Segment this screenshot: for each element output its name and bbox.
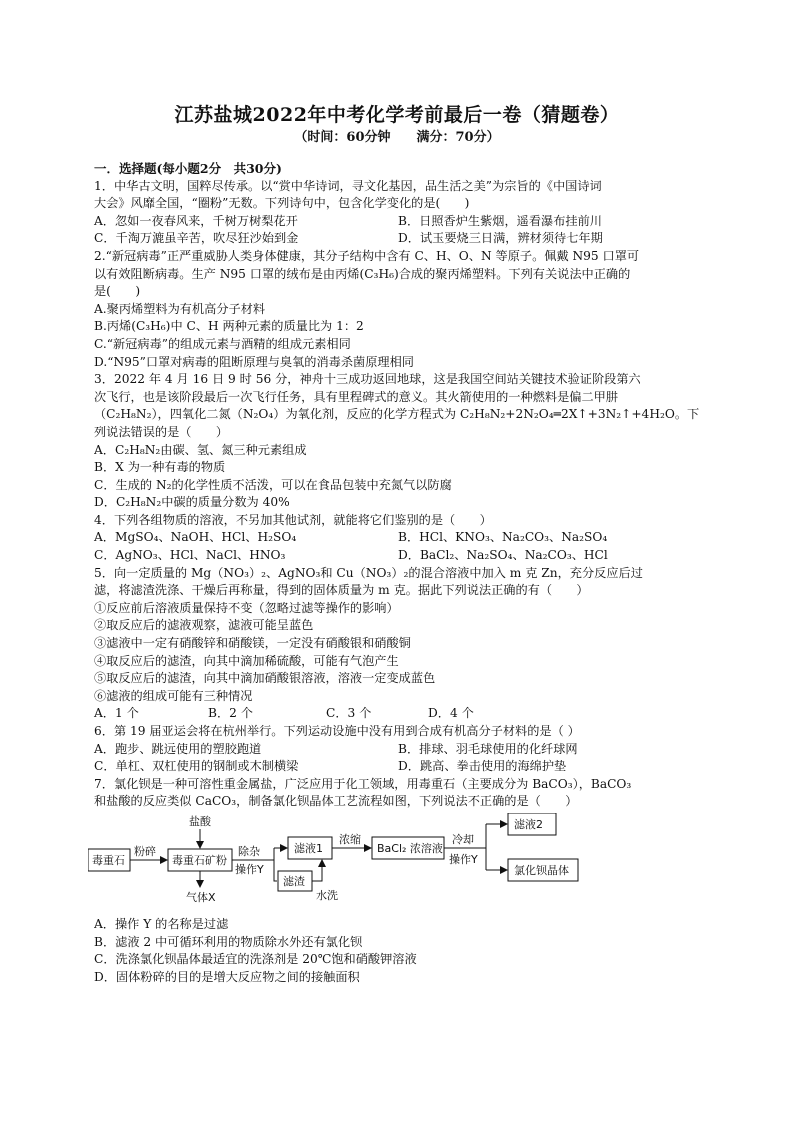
- q1-option-a: A．忽如一夜春风来，千树万树梨花开: [94, 213, 298, 228]
- label-crystal: 氯化钡晶体: [514, 863, 569, 877]
- line-split: [274, 848, 277, 881]
- label-bacl2-solution: BaCl₂ 浓溶液: [377, 841, 443, 855]
- q1-option-c: C．千淘万漉虽辛苦，吹尽狂沙始到金: [94, 231, 299, 246]
- label-filtrate-2: 滤液2: [514, 817, 543, 831]
- q1-option-b: B．日照香炉生紫烟，遥看瀑布挂前川: [398, 213, 602, 228]
- q1-options: [94, 213, 702, 231]
- question-content: [94, 160, 702, 986]
- q5-option-a: A．1 个: [94, 706, 139, 721]
- q5-stem-line: 滤，将滤渣洗涤、干燥后再称量，得到的固体质量为 m 克。据此下列说法正确的有（ ）: [94, 583, 589, 598]
- q4-options: [94, 529, 702, 547]
- label-op-y-2: 操作Y: [449, 852, 478, 866]
- q3-option-c: C．生成的 N₂的化学性质不活泼，可以在食品包装中充氮气以防腐: [94, 477, 452, 492]
- q1-stem-line: 大会》风靡全国，“圈粉”无数。下列诗句中，包含化学变化的是( ): [94, 196, 470, 211]
- label-ore-powder: 毒重石矿粉: [172, 853, 227, 867]
- q4-stem-line: 4．下列各组物质的溶液，不另加其他试剂，就能将它们鉴别的是（ ）: [94, 512, 492, 527]
- q6-options: [94, 758, 702, 776]
- q5-options: [94, 705, 702, 723]
- label-gas-x: 气体X: [186, 890, 216, 904]
- exam-title: 江苏盐城2022年中考化学考前最后一卷（猜题卷）: [174, 104, 620, 126]
- q2-option-b: B.丙烯(C₃H₆)中 C、H 两种元素的质量比为 1：2: [94, 319, 364, 334]
- q6-options: [94, 741, 702, 759]
- q7-option-c: C．洗涤氯化钡晶体最适宜的洗涤剂是 20℃饱和硝酸钾溶液: [94, 952, 417, 967]
- exam-subtitle: （时间：60分钟 满分：70分）: [294, 130, 500, 145]
- q3-stem-line: 次飞行，也是该阶段最后一次飞行任务，具有里程碑式的意义。其火箭使用的一种燃料是偏二甲肼: [94, 389, 619, 404]
- q1-stem-line: 1．中华古文明，国粹尽传承。以“赏中华诗词，寻文化基因，品生活之美”为宗旨的《中国诗词: [94, 178, 602, 193]
- q5-statement: ⑤取反应后的滤渣，向其中滴加硝酸银溶液，溶液一定变成蓝色: [94, 671, 436, 686]
- q2-option-a: A.聚丙烯塑料为有机高分子材料: [94, 301, 266, 316]
- q5-statement: ②取反应后的滤液观察，滤液可能呈蓝色: [94, 618, 314, 633]
- label-acid: 盐酸: [189, 814, 211, 828]
- q1-option-d: D．试玉要烧三日满，辨材须待七年期: [398, 231, 603, 246]
- q5-stem-line: 5．向一定质量的 Mg（NO₃）₂、AgNO₃和 Cu（NO₃）₂的混合溶液中加入 m 克 Zn，充分反应后过: [94, 565, 643, 580]
- q2-option-c: C.“新冠病毒”的组成元素与酒精的组成元素相同: [94, 336, 351, 351]
- q2-stem-line: 以有效阻断病毒。生产 N95 口罩的绒布是由丙烯(C₃H₆)合成的聚丙烯塑料。下列有关说法中正确的: [94, 266, 631, 281]
- q4-option-d: D．BaCl₂、Na₂SO₄、Na₂CO₃、HCl: [398, 548, 608, 563]
- section-heading: 一．选择题(每小题2分 共30分): [94, 161, 282, 176]
- q5-statement: ①反应前后溶液质量保持不变（忽略过滤等操作的影响）: [94, 600, 399, 615]
- q5-option-c: C．3 个: [326, 706, 372, 721]
- label-cool: 冷却: [452, 832, 474, 846]
- q2-option-d: D.“N95”口罩对病毒的阻断原理与臭氧的消毒杀菌原理相同: [94, 354, 414, 369]
- arrow-wash: [312, 860, 322, 881]
- q5-option-d: D．4 个: [428, 706, 474, 721]
- label-op-y-1: 操作Y: [235, 862, 264, 876]
- q7-stem-line: 7．氯化钡是一种可溶性重金属盐，广泛应用于化工领域，用毒重石（主要成分为 BaCO₃），BaCO₃: [94, 776, 632, 791]
- q5-statement: ④取反应后的滤渣，向其中滴加稀硫酸，可能有气泡产生: [94, 653, 399, 668]
- q6-option-a: A．跑步、跳远使用的塑胶跑道: [94, 741, 262, 756]
- q5-option-b: B．2 个: [208, 706, 253, 721]
- q3-option-d: D．C₂H₈N₂中碳的质量分数为 40%: [94, 495, 290, 510]
- q4-options: [94, 547, 702, 565]
- label-raw-ore: 毒重石: [92, 853, 125, 867]
- q6-stem-line: 6．第 19 届亚运会将在杭州举行。下列运动设施中没有用到合成有机高分子材料的是（ ）: [94, 724, 580, 738]
- q5-statement: ③滤液中一定有硝酸锌和硝酸镁，一定没有硝酸银和硝酸铜: [94, 636, 411, 651]
- q3-option-b: B．X 为一种有毒的物质: [94, 460, 226, 475]
- q7-option-d: D．固体粉碎的目的是增大反应物之间的接触面积: [94, 969, 360, 984]
- q7-stem-line: 和盐酸的反应类似 CaCO₃，制备氯化钡晶体工艺流程如图，下列说法不正确的是（ ）: [94, 794, 578, 809]
- label-wash: 水洗: [316, 888, 338, 902]
- q2-stem-line: 2.“新冠病毒”正严重威胁人类身体健康，其分子结构中含有 C、H、O、N 等原子。佩戴 N95 口罩可: [94, 248, 640, 263]
- q3-stem-line: 3．2022 年 4 月 16 日 9 时 56 分，神舟十三成功返回地球，这是我国空间站关键技术验证阶段第六: [94, 372, 641, 387]
- q5-statement: ⑥滤液的组成可能有三种情况: [94, 688, 253, 703]
- label-residue: 滤渣: [283, 874, 305, 888]
- q7-option-b: B．滤液 2 中可循环利用的物质除水外还有氯化钡: [94, 934, 363, 949]
- flow-chart-svg: [88, 813, 708, 916]
- label-remove: 除杂: [238, 844, 260, 858]
- q6-option-d: D．跳高、拳击使用的海绵护垫: [398, 759, 567, 774]
- q7-option-a: A．操作 Y 的名称是过滤: [94, 916, 229, 931]
- q6-option-b: B．排球、羽毛球使用的化纤球网: [398, 741, 578, 756]
- label-crush: 粉碎: [134, 844, 156, 858]
- label-concentrate: 浓缩: [339, 832, 361, 846]
- q1-options: [94, 230, 702, 248]
- q3-stem-line: 列说法错误的是（ ）: [94, 424, 229, 439]
- q2-stem-line: 是( ): [94, 284, 141, 299]
- q4-option-b: B．HCl、KNO₃、Na₂CO₃、Na₂SO₄: [398, 530, 608, 545]
- q4-option-a: A．MgSO₄、NaOH、HCl、H₂SO₄: [94, 530, 297, 545]
- label-filtrate-1: 滤液1: [294, 841, 323, 855]
- process-flow-diagram: [94, 813, 702, 916]
- q3-stem-line: （C₂H₈N₂），四氧化二氮（N₂O₄）为氧化剂，反应的化学方程式为 C₂H₈N₂+2N₂O₄═2X↑+3N₂↑+4H₂O。下: [94, 407, 700, 422]
- q3-option-a: A．C₂H₈N₂由碳、氢、氮三种元素组成: [94, 442, 307, 457]
- q6-option-c: C．单杠、双杠使用的钢制或木制横梁: [94, 759, 299, 774]
- q4-option-c: C．AgNO₃、HCl、NaCl、HNO₃: [94, 548, 286, 563]
